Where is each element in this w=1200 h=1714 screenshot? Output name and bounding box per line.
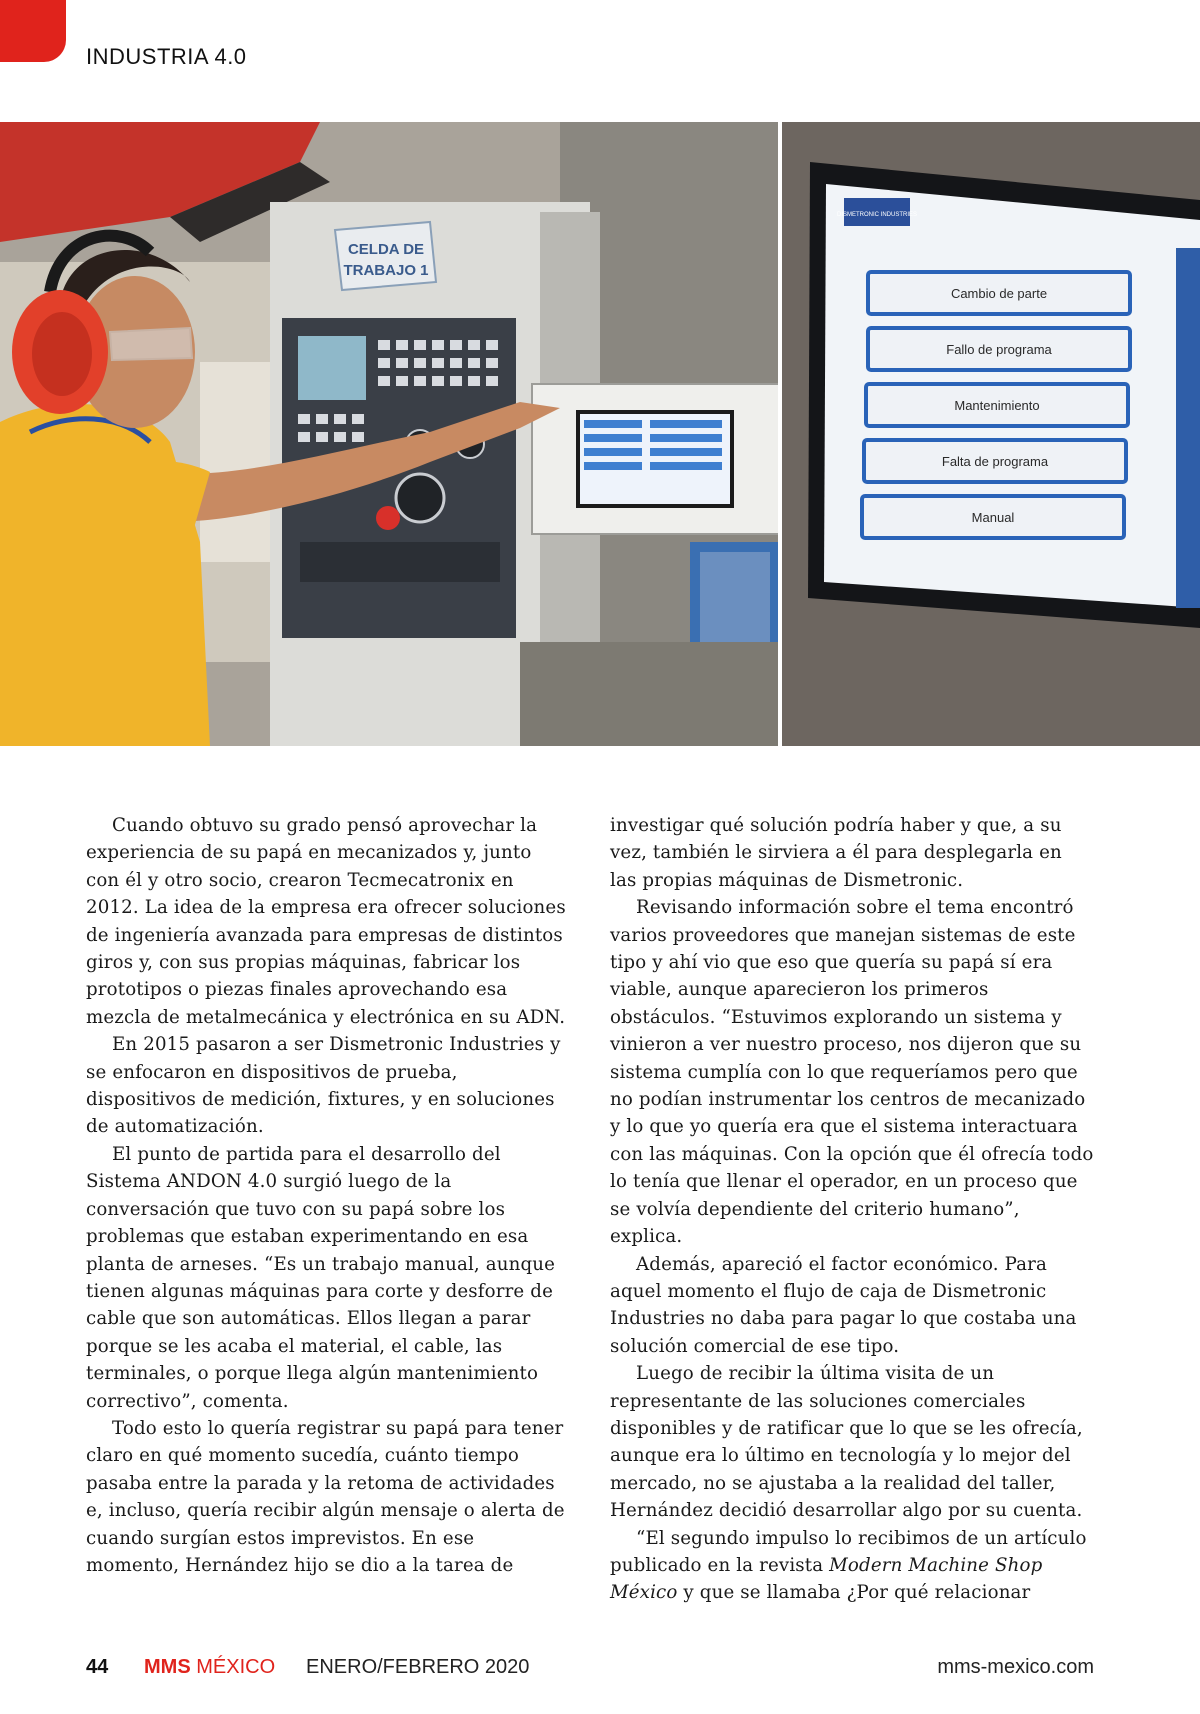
paragraph-last [610,1525,1094,1607]
magazine-title: Modern Machine Shop México [610,1554,1043,1604]
text-column-right [610,812,1094,1607]
section-color-tab [0,0,66,62]
paragraph: El punto de partida para el desarrollo del Sistema ANDON 4.0 surgió luego de la conversación que tuvo con su papá sobre los problemas que estaban experimentando en esa planta de arneses. “Es un trabajo manual, aunque tienen algunas máquinas para corte y desforre de cable que son automáticas. Ellos llegan a parar porque se les acaba el material, el cable, las terminales, o porque llega algún mantenimiento correctivo”, comenta. [86,1143,556,1412]
svg-text:Mantenimiento: Mantenimiento [954,398,1040,413]
issue-date: ENERO/FEBRERO 2020 [306,1656,530,1678]
section-label: INDUSTRIA 4.0 [86,44,247,69]
svg-text:Manual: Manual [971,510,1015,525]
paragraph-text: “El segundo impulso lo recibimos de un artículo publicado en la revista [610,1527,1087,1576]
paragraph: Revisando información sobre el tema encontró varios proveedores que manejan sistemas de este tipo y ahí vio que eso que quería su papá sí era viable, aunque aparecieron los primeros obstáculos. “Estuvimos explorando un sistema y vinieron a ver nuestro proceso, nos dijeron que su sistema cumplía con lo que requeríamos pero que no podían instrumentar los centros de mecanizado y lo que yo quería era que el sistema interactuara con las máquinas. Con la opción que él ofrecía todo lo tenía que llenar el operador, en un proceso que se volvía dependiente del criterio humano”, explica. [610,897,1094,1248]
page-footer [0,1656,1200,1686]
magazine-brand [144,1656,275,1679]
svg-text:TRABAJO 1: TRABAJO 1 [343,262,429,279]
paragraph-continued: investigar qué solución podría haber y que, a su vez, también le sirviera a él para desplegarla en las propias máquinas de Dismetronic. [610,815,1062,891]
svg-text:CELDA DE: CELDA DE [347,241,425,258]
svg-text:DISMETRONIC INDUSTRIES: DISMETRONIC INDUSTRIES [836,212,918,218]
paragraph: Luego de recibir la última visita de un representante de las soluciones comerciales disponibles y de ratificar que lo que se les ofrecía, aunque era lo último en tecnología y lo mejor del mercado, no se ajustaba a la realidad del taller, Hernández decidió desarrollar algo por su cuenta. [610,1363,1083,1522]
svg-text:Cambio de parte: Cambio de parte [950,286,1048,301]
paragraph: En 2015 pasaron a ser Dismetronic Industries y se enfocaron en dispositivos de prueba, dispositivos de medición, fixtures, y en soluciones de automatización. [86,1034,561,1138]
paragraph: Además, apareció el factor económico. Para aquel momento el flujo de caja de Dismetronic Industries no daba para pagar lo que costaba una solución comercial de ese tipo. [610,1253,1077,1357]
website: mms-mexico.com [937,1656,1094,1678]
machine-label-plate [335,222,436,290]
paragraph: Cuando obtuvo su grado pensó aprovechar la experiencia de su papá en mecanizados y, junto con él y otro socio, crearon Tecmecatronix en 2012. La idea de la empresa era ofrecer soluciones de ingeniería avanzada para empresas de distintos giros y, con sus propias máquinas, fabricar los prototipos o piezas finales aprovechando esa mezcla de metalmecánica y electrónica en su ADN. [86,815,566,1028]
paragraph-text: y que se llamaba ¿Por qué relacionar [677,1582,1031,1604]
brand-bold: MMS [144,1656,191,1678]
monitor-logo [837,198,917,226]
brand-rest: MÉXICO [190,1656,276,1678]
paragraph: Todo esto lo quería registrar su papá para tener claro en qué momento sucedía, cuánto tiempo pasaba entre la parada y la retoma de actividades e, incluso, quería recibir algún mensaje o alerta de cuando surgían estos imprevistos. En ese momento, Hernández hijo se dio a la tarea de [86,1417,565,1576]
svg-text:Falta de programa: Falta de programa [941,454,1049,469]
text-column-left [86,812,570,1579]
monitor-button-list [862,272,1130,538]
svg-text:Fallo de programa: Fallo de programa [946,342,1052,357]
page-number: 44 [86,1656,109,1678]
article-photo [0,122,1200,746]
